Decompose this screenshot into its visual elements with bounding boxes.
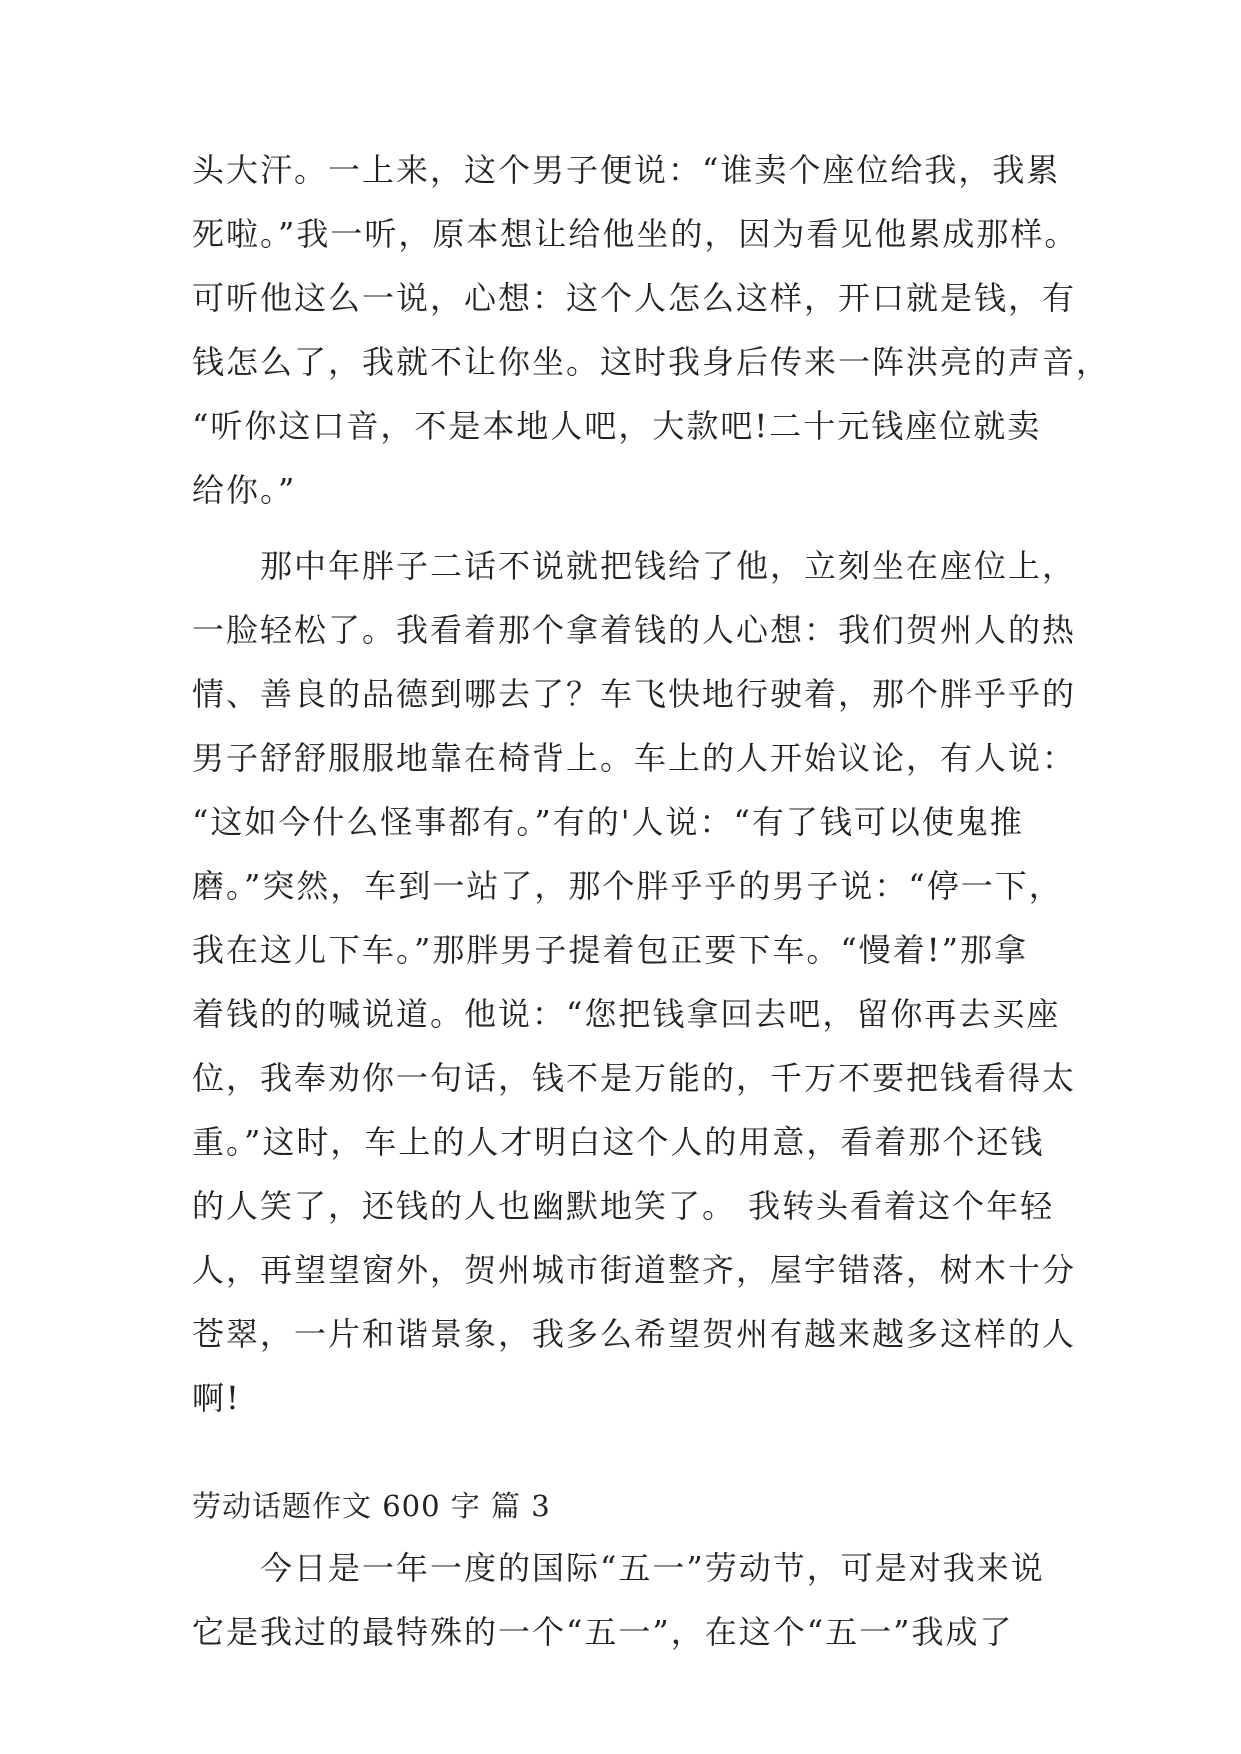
paragraph-line: 今日是一年一度的国际“五一”劳动节，可是对我来说: [260, 1549, 1045, 1587]
paragraph-line: 那中年胖子二话不说就把钱给了他，立刻坐在座位上，: [260, 547, 1077, 585]
paragraph-line: 头大汗。一上来，这个男子便说：“谁卖个座位给我，我累: [192, 151, 1061, 189]
paragraph-line: 的人笑了，还钱的人也幽默地笑了。 我转头看着这个年轻: [192, 1187, 1055, 1225]
paragraph-line: 磨。”突然，车到一站了，那个胖乎乎的男子说：“停一下，: [192, 867, 1063, 905]
paragraph-line: 我在这儿下车。”那胖男子提着包正要下车。“慢着!”那拿: [192, 931, 1028, 969]
paragraph-line: “这如今什么怪事都有。”有的'人说：“有了钱可以使鬼推: [192, 803, 1024, 841]
paragraph-line: 它是我过的最特殊的一个“五一”，在这个“五一”我成了: [192, 1613, 1014, 1651]
paragraph-line: “听你这口音，不是本地人吧，大款吧!二十元钱座位就卖: [192, 407, 1042, 445]
paragraph-line: 重。”这时，车上的人才明白这个人的用意，看着那个还钱: [192, 1123, 1045, 1161]
section-heading: 劳动话题作文 600 字 篇 3: [192, 1489, 551, 1523]
paragraph-line: 着钱的的喊说道。他说：“您把钱拿回去吧，留你再去买座: [192, 995, 1061, 1033]
paragraph-line: 钱怎么了，我就不让你坐。这时我身后传来一阵洪亮的声音，: [192, 343, 1111, 381]
paragraph-line: 一脸轻松了。我看着那个拿着钱的人心想：我们贺州人的热: [192, 611, 1077, 649]
paragraph-line: 可听他这么一说，心想：这个人怎么这样，开口就是钱，有: [192, 279, 1077, 317]
paragraph-line: 啊!: [192, 1379, 241, 1417]
paragraph-line: 男子舒舒服服地靠在椅背上。车上的人开始议论，有人说：: [192, 739, 1077, 777]
paragraph-line: 情、善良的品德到哪去了？车飞快地行驶着，那个胖乎乎的: [192, 675, 1077, 713]
paragraph-line: 苍翠，一片和谐景象，我多么希望贺州有越来越多这样的人: [192, 1315, 1077, 1353]
paragraph-line: 位，我奉劝你一句话，钱不是万能的，千万不要把钱看得太: [192, 1059, 1077, 1097]
paragraph-line: 人，再望望窗外，贺州城市街道整齐，屋宇错落，树木十分: [192, 1251, 1077, 1289]
paragraph-line: 死啦。”我一听，原本想让给他坐的，因为看见他累成那样。: [192, 215, 1079, 253]
paragraph-line: 给你。”: [192, 471, 297, 509]
